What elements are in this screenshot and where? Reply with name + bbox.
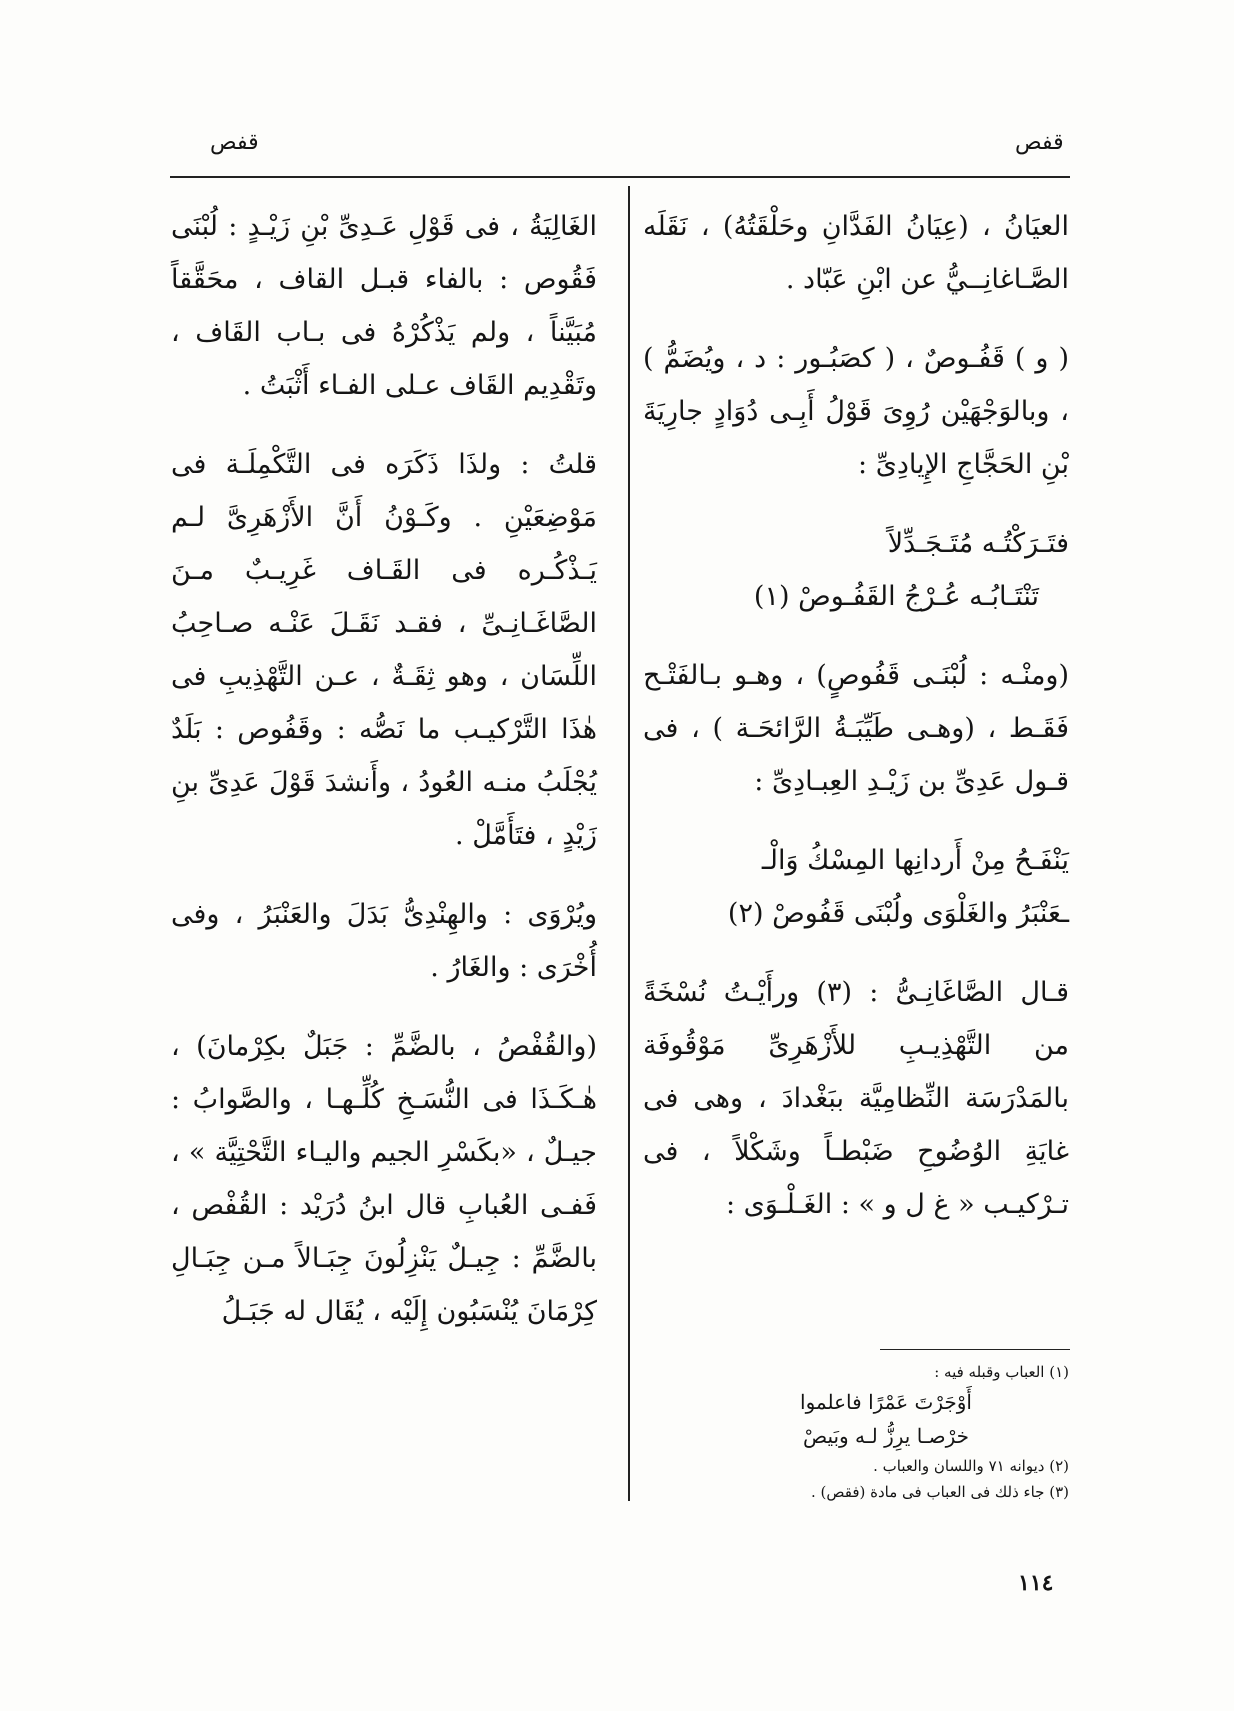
paragraph: ( و ) قَفُـوصٌ ، ( كصَبُـور : د ، ويُضَمُّ ) ، وبالوَجْهَيْن رُوِىَ قَوْلُ أَبِـى دُوَادٍ جارِيَةَ بْنِ الحَجَّاجِ الإِيادِىِّ : (643, 343, 1069, 480)
right-column (643, 200, 1069, 1257)
page-number: ١١٤ (1018, 1570, 1054, 1596)
running-header-right: قفص (1015, 130, 1064, 155)
footnote-rule (880, 1349, 1070, 1350)
paragraph: (ومنْـه : لُبْنَـى قَفُوصٍ) ، وهـو بـالفَتْـح فَقَـط ، (وهـى طَيِّبَـةُ الرَّائحَـة ) ، فى قـول عَدِىِّ بن زَيْـدِ العِبـادِىِّ : (643, 660, 1069, 797)
poem-verse (643, 834, 1069, 940)
running-header-left: قفص (210, 130, 259, 155)
paragraph: الغَالِيَةُ ، فى قَوْلِ عَـدِىِّ بْنِ زَيْـدٍ : لُبْنَى فَقُوص : بالفاء قبـل القاف ، محَقَّقاً مُبَيَّناً ، ولم يَذْكُرْهُ فى بـاب القَاف ، وتَقْدِيم القَاف عـلى الفـاء أَثْبَتُ . (171, 211, 597, 401)
verse-line: يَنْفَـحُ مِنْ أَردانِها المِسْكُ وَالْـ (761, 845, 1069, 876)
header-rule (170, 176, 1070, 178)
footnote-verse-line: أَوْجَرْتَ عَمْرًا فاعلموا (800, 1390, 972, 1414)
left-column (171, 200, 597, 1364)
verse-line: ـعَنْبَرُ والغَلْوَى ولُبْنَى قَفُوصْ (٢) (727, 898, 1069, 929)
paragraph: ويُرْوَى : والهِنْدِىُّ بَدَلَ والعَنْبَرُ ، وفى أُخْرَى : والغَارُ . (171, 899, 597, 983)
verse-line: تَنْتَـابُـه عُـرْجُ القَفُـوصْ (١) (753, 581, 1039, 612)
paragraph: (والقُفْصُ ، بالضَّمِّ : جَبَلٌ بكِرْمانَ) ، هٰـكَـذَا فى النُّسَـخِ كُلِّـهـا ، والصَّوابُ : جيـلٌ ، «بكَسْرِ الجيم واليـاء التَّحْتِيَّة » ، فَفـى العُبابِ قال ابنُ دُرَيْد : القُفْص ، بالضَّمِّ : جِيـلٌ يَنْزِلُونَ جِبَـالاً مـن جِبَـالِ كِرْمَانَ يُنْسَبُون إِلَيْه ، يُقَال له جَبَـلُ (171, 1031, 597, 1327)
paragraph: قـال الصَّاغَانِـىُّ : (٣) ورأَيْـتُ نُسْخَةً من التَّهْذِيـبِ للأَزْهَرِىِّ مَوْقُوفَة بالمَدْرَسَة النِّظامِيَّة ببَغْدادَ ، وهى فى غايَةِ الوُضُوحِ ضَبْطـاً وشَكْلاً ، فى تـرْكيـب « غ ل و » : الغَـلْـوَى : (643, 977, 1069, 1220)
footnotes (643, 1359, 1069, 1505)
verse-line: فتَـرَكْتُـه مُتَـجَـدِّلاً (887, 528, 1069, 559)
paragraph: العيَانُ ، (عِيَانُ الفَدَّانِ وحَلْقَتُهُ) ، نَقَلَه الصَّـاغانِــيُّ عن ابْنِ عَبّاد . (643, 211, 1069, 295)
poem-verse (643, 517, 1069, 623)
column-divider (628, 186, 630, 1501)
paragraph: قلتُ : ولذَا ذَكَرَه فى التَّكْمِلَـة فى مَوْضِعَيْنِ . وكَـوْنُ أَنَّ الأَزْهَرِىَّ لـم يَـذْكُـره فى القَـاف غَرِيـبٌ مـنَ الصَّاغَـانِـىِّ ، فقـد نَقَـلَ عَنْـه صـاحِبُ اللِّسَان ، وهو ثِقَـةٌ ، عـن التَّهْذِيبِ فى هٰذَا التَّرْكيـب ما نَصُّه : وقَفُوص : بَلَدٌ يُجْلَبُ منـه العُودُ ، وأَنشدَ قَوْلَ عَدِىِّ بنِ زَيْدٍ ، فتَأَمَّلْ . (171, 449, 597, 851)
footnote-2: (٢) ديوانه ٧١ واللسان والعباب . (873, 1457, 1069, 1475)
footnote-1: (١) العباب وقبله فيه : (934, 1363, 1069, 1381)
footnote-3: (٣) جاء ذلك فى العباب فى مادة (فقص) . (811, 1483, 1069, 1501)
footnote-verse-line: خرْصـا يرِزُّ لـه وبَيصْ (802, 1424, 970, 1448)
